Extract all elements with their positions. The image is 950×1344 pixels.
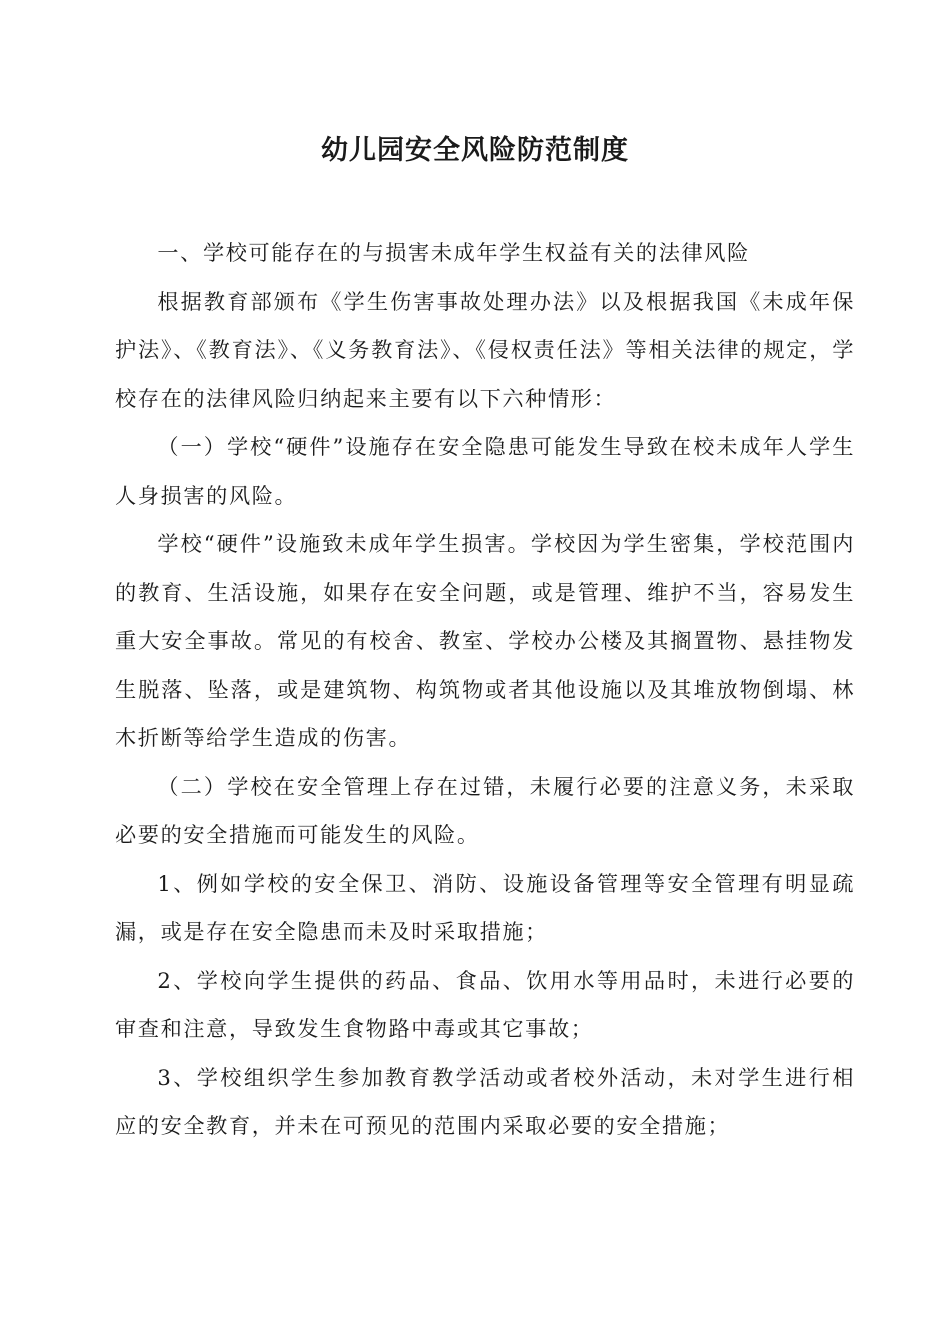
paragraph-7: 2、学校向学生提供的药品、食品、饮用水等用品时，未进行必要的审查和注意，导致发生食物路中毒或其它事故； — [115, 967, 855, 1041]
document-body — [115, 229, 855, 1151]
paragraph-6: 1、例如学校的安全保卫、消防、设施设备管理等安全管理有明显疏漏，或是存在安全隐患而未及时采取措施； — [115, 870, 855, 944]
document-title: 幼儿园安全风险防范制度 — [321, 135, 629, 166]
paragraph-2: 根据教育部颁布《学生伤害事故处理办法》以及根据我国《未成年保护法》、《教育法》、《义务教育法》、《侵权责任法》等相关法律的规定，学校存在的法律风险归纳起来主要有以下六种情形： — [115, 288, 855, 411]
paragraph-5: （二）学校在安全管理上存在过错，未履行必要的注意义务，未采取必要的安全措施而可能发生的风险。 — [115, 773, 855, 847]
paragraph-4: 学校“硬件”设施致未成年学生损害。学校因为学生密集，学校范围内的教育、生活设施，如果存在安全问题，或是管理、维护不当，容易发生重大安全事故。常见的有校舍、教室、学校办公楼及其搁置物、悬挂物发生脱落、坠落，或是建筑物、构筑物或者其他设施以及其堆放物倒塌、林木折断等给学生造成的伤害。 — [115, 531, 855, 750]
paragraph-1: 一、学校可能存在的与损害未成年学生权益有关的法律风险 — [157, 240, 750, 265]
paragraph-3: （一）学校“硬件”设施存在安全隐患可能发生导致在校未成年人学生人身损害的风险。 — [115, 434, 855, 508]
paragraph-8: 3、学校组织学生参加教育教学活动或者校外活动，未对学生进行相应的安全教育，并未在可预见的范围内采取必要的安全措施； — [115, 1064, 855, 1138]
